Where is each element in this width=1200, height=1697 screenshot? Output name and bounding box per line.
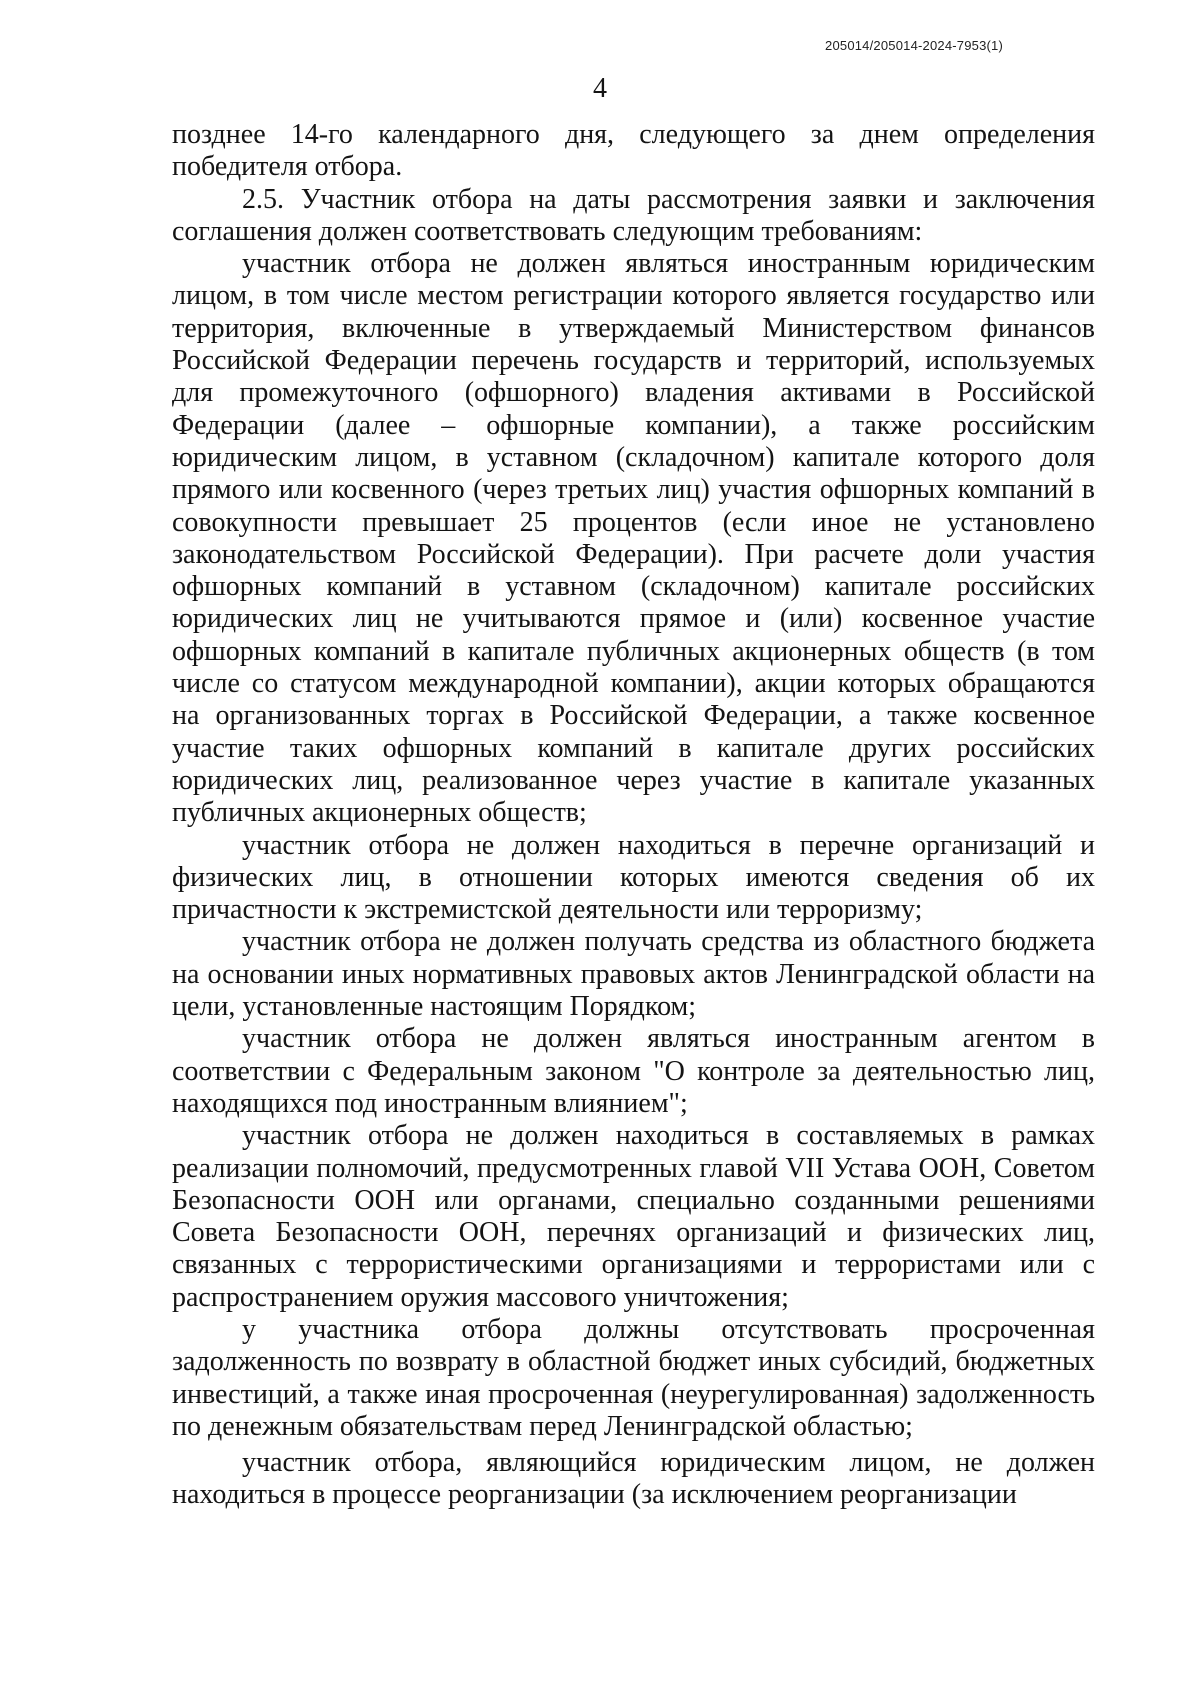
paragraph-debt: у участника отбора должны отсутствовать просроченная задолженность по возврату в областной бюджет иных субсидий, бюджетных инвестиций, а также иная просроченная (неурегулированная) задолженность по денежным обязательствам перед Ленинградской областью; (172, 1313, 1095, 1442)
paragraph-2-5: 2.5. Участник отбора на даты рассмотрения заявки и заключения соглашения должен соответствовать следующим требованиям: (172, 183, 1095, 247)
paragraph-foreign-agent: участник отбора не должен являться иностранным агентом в соответствии с Федеральным законом "О контроле за деятельностью лиц, находящихся под иностранным влиянием"; (172, 1023, 1095, 1119)
document-number: 205014/205014-2024-7953(1) (825, 38, 1003, 53)
paragraph-continuation: позднее 14-го календарного дня, следующего за днем определения победителя отбора. (172, 119, 1095, 183)
paragraph-extremism: участник отбора не должен находиться в перечне организаций и физических лиц, в отношении которых имеются сведения об их причастности к экстремистской деятельности или терроризму; (172, 829, 1095, 926)
page-number: 4 (593, 73, 607, 104)
paragraph-un-lists: участник отбора не должен находиться в составляемых в рамках реализации полномочий, предусмотренных главой VII Устава ООН, Советом Безопасности ООН или органами, специально созданными решениями Совета Безопасности ООН, перечнях организаций и физических лиц, связанных с террористическими организациями и террористами или с распространением оружия массового уничтожения; (172, 1120, 1095, 1313)
document-body (172, 119, 1095, 1512)
paragraph-reorganization: участник отбора, являющийся юридическим лицом, не должен находиться в процессе реорганизации (за исключением реорганизации (172, 1447, 1095, 1511)
paragraph-offshore: участник отбора не должен являться иностранным юридическим лицом, в том числе местом регистрации которого является государство или территория, включенные в утверждаемый Министерством финансов Российской Федерации перечень государств и территорий, используемых для промежуточного (офшорного) владения активами в Российской Федерации (далее – офшорные компании), а также российским юридическим лицом, в уставном (складочном) капитале которого доля прямого или косвенного (через третьих лиц) участия офшорных компаний в совокупности превышает 25 процентов (если иное не установлено законодательством Российской Федерации). При расчете доли участия офшорных компаний в уставном (складочном) капитале российских юридических лиц не учитываются прямое и (или) косвенное участие офшорных компаний в капитале публичных акционерных обществ (в том числе со статусом международной компании), акции которых обращаются на организованных торгах в Российской Федерации, а также косвенное участие таких офшорных компаний в капитале других российских юридических лиц, реализованное через участие в капитале указанных публичных акционерных обществ; (172, 248, 1095, 829)
paragraph-budget-funds: участник отбора не должен получать средства из областного бюджета на основании иных нормативных правовых актов Ленинградской области на цели, установленные настоящим Порядком; (172, 926, 1095, 1023)
